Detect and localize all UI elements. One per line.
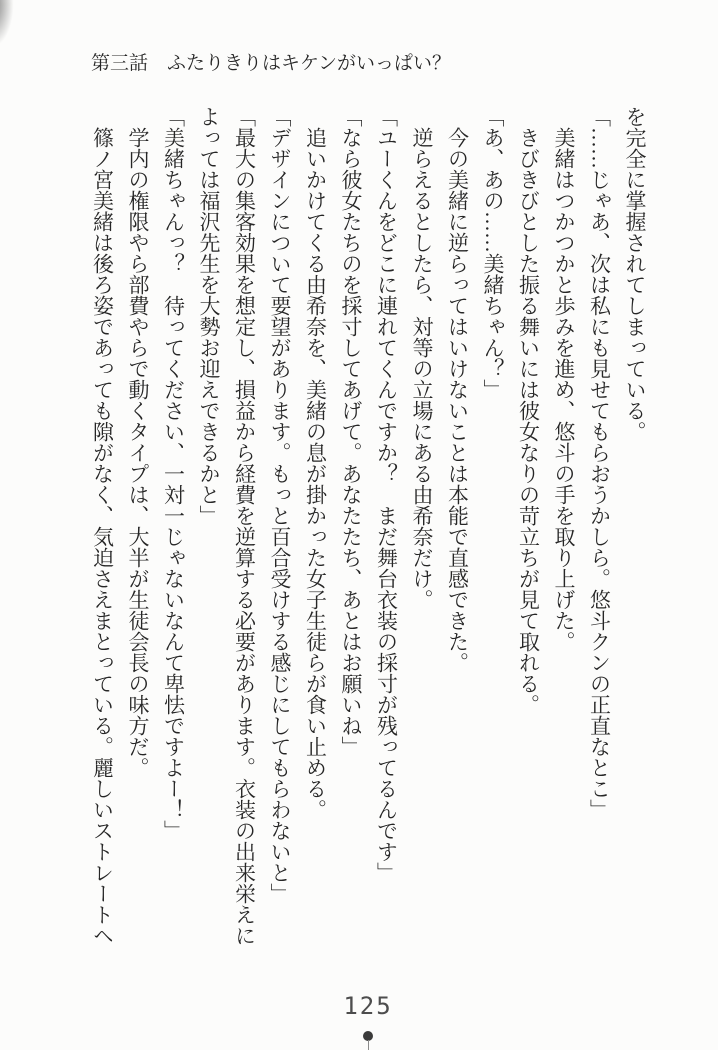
paragraph: 今の美緒に逆らってはいけないことは本能で直感できた。 [445,127,470,673]
paragraph: 「美緒ちゃんっ？ 待ってください、一対一じゃないなんて卑怯ですよー！」 [161,106,186,841]
paragraph: 「最大の集客効果を想定し、損益から経費を逆算する必要があります。衣装の出来栄えによっては福沢先生を大勢お迎えできるかと」 [197,106,257,946]
body-text [84,106,652,951]
paragraph: 「ユーくんをどこに連れてくんですか？ まだ舞台衣装の採寸が残ってるんです」 [374,106,399,883]
page-footer [84,993,652,1019]
paragraph: 美緒はつかつかと歩みを進め、悠斗の手を取り上げた。 [552,127,576,652]
paragraph: 篠ノ宮美緒は後ろ姿であっても隙がなく、気迫さえまとっている。麗しいストレートヘ [90,127,115,946]
paragraph: 「あ、あの……美緒ちゃん？」 [481,106,505,400]
paragraph: 「なら彼女たちのを採寸してあげて。あなたたち、あとはお願いね」 [339,106,363,757]
paragraph: 逆らえるとしたら、対等の立場にある由希奈だけ。 [410,127,434,610]
binding-mark-icon [362,1031,374,1050]
paragraph: 追いかけてくる由希奈を、美緒の息が掛かった女子生徒らが食い止める。 [303,127,328,820]
paragraph: 学内の権限やら部費やらで動くタイプは、大半が生徒会長の味方だ。 [126,127,150,778]
paragraph: 「……じゃあ、次は私にも見せてもらおうかしら。悠斗クンの正直なとこ」 [587,106,612,820]
paragraph: 「デザインについて要望があります。もっと百合受けする感じにしてもらわないと」 [268,106,292,904]
paragraph: を完全に掌握されてしまっている。 [623,106,647,442]
binding-mark-stem [368,1040,370,1050]
paragraph: きびきびとした振る舞いには彼女なりの苛立ちが見て取れる。 [516,127,541,715]
page-number: 125 [343,992,393,1020]
chapter-title: 第三話 ふたりきりはキケンがいっぱい？ [91,53,452,74]
scan-shadow [0,0,26,70]
